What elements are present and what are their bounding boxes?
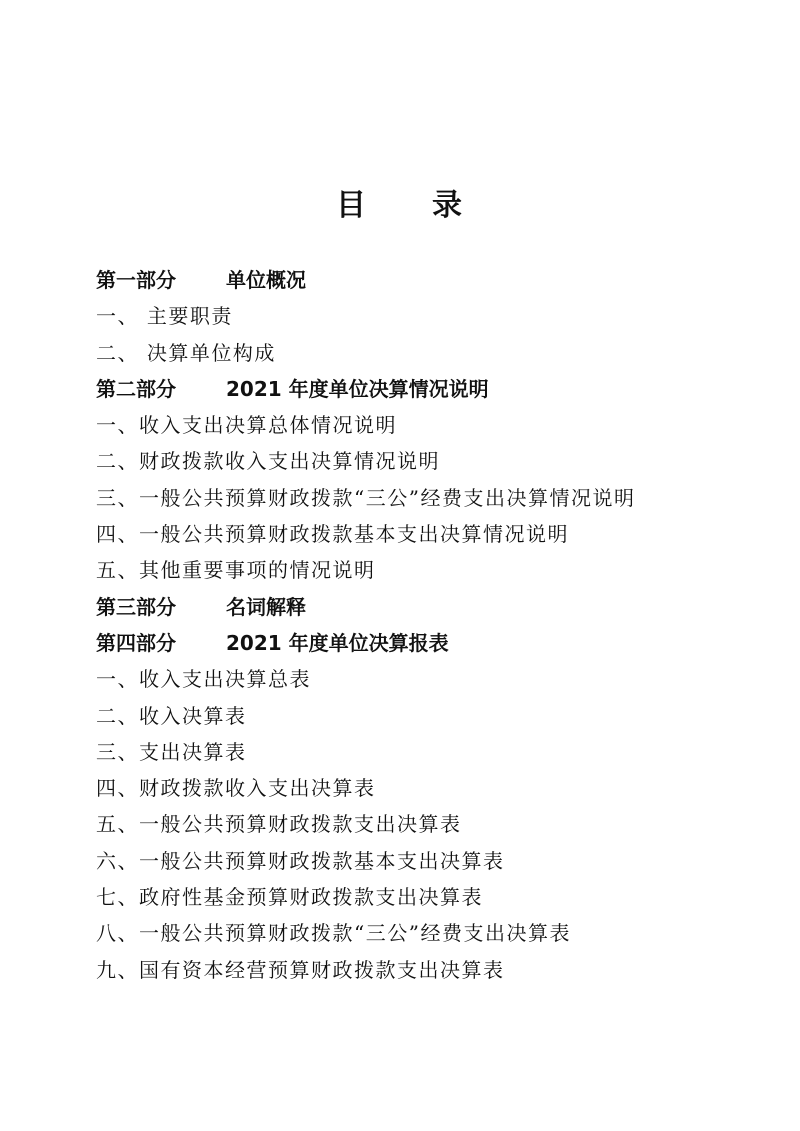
toc-item: [96, 335, 736, 371]
toc-item-text: 一般公共预算财政拨款基本支出决算情况说明: [139, 522, 569, 547]
toc-part-title: 2021 年度单位决算报表: [226, 630, 449, 655]
toc-item-number: 一、: [96, 413, 139, 438]
toc-item-number: 八、: [96, 921, 139, 946]
toc-item: [96, 952, 736, 988]
toc-item: [96, 734, 736, 770]
toc-item-number: 一、: [96, 304, 139, 329]
toc-item-text: 主要职责: [139, 304, 233, 329]
toc-item-text: 一般公共预算财政拨款“三公”经费支出决算情况说明: [139, 485, 636, 510]
toc-item-text: 国有资本经营预算财政拨款支出决算表: [139, 957, 505, 982]
toc-item: [96, 443, 736, 479]
toc-item: [96, 879, 736, 915]
toc-item: [96, 915, 736, 951]
toc-item-number: 六、: [96, 848, 139, 873]
toc-item: [96, 770, 736, 806]
toc-item-text: 政府性基金预算财政拨款支出决算表: [139, 885, 483, 910]
toc-item-text: 收入支出决算总体情况说明: [139, 413, 397, 438]
toc-item-number: 七、: [96, 885, 139, 910]
toc-item-text: 财政拨款收入支出决算情况说明: [139, 449, 440, 474]
toc-item-number: 四、: [96, 776, 139, 801]
toc-item-number: 五、: [96, 812, 139, 837]
toc-part-title: 名词解释: [226, 594, 306, 619]
toc-part: [96, 262, 736, 298]
page-title-left: 目: [336, 188, 368, 223]
toc-item: [96, 407, 736, 443]
toc-item-text: 决算单位构成: [139, 340, 276, 365]
toc-part-head: 第四部分: [96, 630, 176, 655]
toc-item-number: 五、: [96, 558, 139, 583]
toc-item-text: 收入决算表: [139, 703, 247, 728]
toc-part: [96, 371, 736, 407]
toc-item-text: 支出决算表: [139, 739, 247, 764]
toc-item: [96, 806, 736, 842]
toc-item-number: 九、: [96, 957, 139, 982]
toc-item: [96, 843, 736, 879]
toc-item-text: 一般公共预算财政拨款基本支出决算表: [139, 848, 505, 873]
page-title-right: 录: [432, 188, 464, 223]
toc-item-text: 收入支出决算总表: [139, 667, 311, 692]
toc-item-number: 三、: [96, 485, 139, 510]
toc-item: [96, 516, 736, 552]
toc-part-head: 第一部分: [96, 268, 176, 292]
toc-item: [96, 298, 736, 334]
toc-part: [96, 625, 736, 661]
toc-item-text: 一般公共预算财政拨款支出决算表: [139, 812, 462, 837]
table-of-contents: [96, 262, 736, 988]
page-title: [0, 180, 800, 224]
toc-part: [96, 589, 736, 625]
toc-item: [96, 552, 736, 588]
toc-item-text: 其他重要事项的情况说明: [139, 558, 376, 583]
toc-item: [96, 480, 736, 516]
toc-part-head: 第二部分: [96, 376, 176, 401]
toc-part-head: 第三部分: [96, 594, 176, 619]
toc-item-number: 二、: [96, 449, 139, 474]
toc-item-text: 一般公共预算财政拨款“三公”经费支出决算表: [139, 921, 571, 946]
toc-item-number: 二、: [96, 340, 139, 365]
toc-part-title: 单位概况: [226, 268, 306, 292]
toc-item-number: 三、: [96, 739, 139, 764]
toc-item-number: 二、: [96, 703, 139, 728]
toc-item: [96, 698, 736, 734]
toc-item: [96, 661, 736, 697]
toc-item-text: 财政拨款收入支出决算表: [139, 776, 376, 801]
toc-part-title: 2021 年度单位决算情况说明: [226, 376, 489, 401]
toc-item-number: 一、: [96, 667, 139, 692]
toc-item-number: 四、: [96, 522, 139, 547]
